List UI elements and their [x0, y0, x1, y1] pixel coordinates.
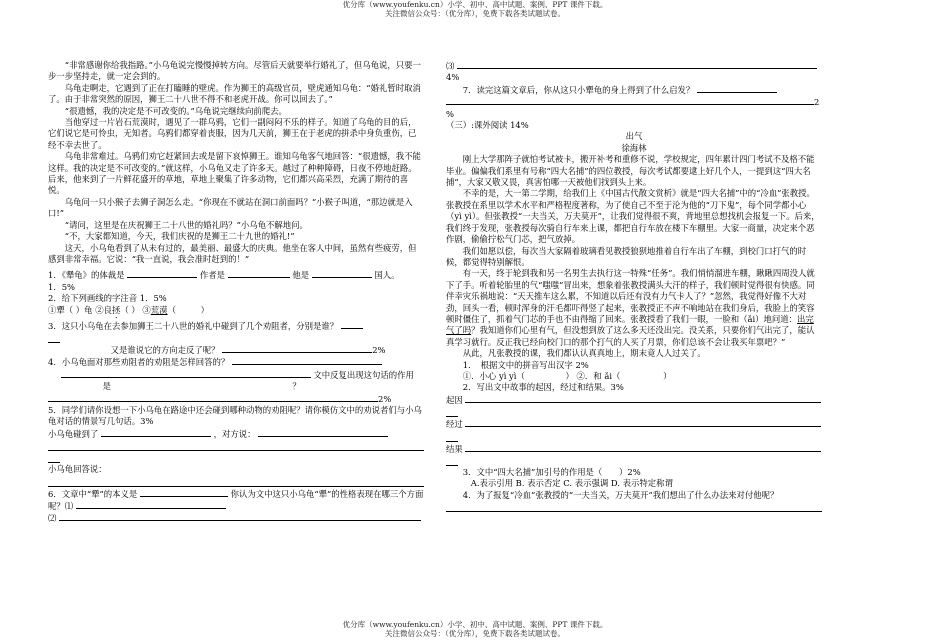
question-4c [48, 381, 424, 392]
question-1-text-b: 作者是 [199, 270, 225, 281]
pinyin-blank-2-close: ） [663, 370, 672, 381]
answer-blank-q6-1[interactable] [76, 500, 226, 509]
question-r2-cause [446, 394, 822, 406]
article-paragraph-text-b: ？我知道你们心里有气，但没想到放了这么多天还没出完。没关系，只要你们气出完了，能认真学习就行。反正我已经向校门口的那个打气的人买了月票，你们总该不会让我买年票吧？” [446, 325, 815, 347]
question-6c-text: ⑵ [48, 513, 57, 524]
answer-blank-q4c[interactable] [48, 393, 378, 402]
answer-blank-q6[interactable] [140, 488, 228, 497]
answer-blank-q7[interactable] [697, 84, 777, 93]
question-5: 5．同学们请你设想一下小乌龟在路途中还会碰到哪种动物的劝阻呢？请你模仿文中的劝说者们与小乌龟对话的情景写几句话。3% [48, 404, 422, 427]
page-header [0, 0, 950, 18]
header-line-2: 关注微信公众号：（优分库），免费下载各类试题试卷。 [385, 9, 565, 18]
answer-blank-author[interactable] [228, 269, 290, 278]
question-7b [446, 96, 822, 108]
article-author: 徐海林 [621, 142, 647, 153]
pinyin-item-2: ）龟 ②良 [75, 304, 112, 315]
question-4d [48, 393, 424, 405]
pinyin-item-3-word: 荒漠 [150, 304, 168, 315]
passage-paragraph: “非常感谢你给我指路。”小乌龟说完慢慢掉转方向。尽管后天就要举行婚礼了，但乌龟说，只要一步一步坚持走，就一定会到的。 [48, 60, 421, 82]
question-1-text-d: 国人。 [374, 270, 400, 281]
page-footer [0, 620, 950, 638]
answer-blank-q6-3[interactable] [457, 60, 817, 69]
question-r3: 3．文中“四大名捕”加引号的作用是（ ）2% [462, 467, 641, 477]
pinyin-item-3: ） ③ [131, 304, 151, 315]
question-4-score: 2% [378, 393, 392, 404]
answer-blank-animal[interactable] [101, 428, 211, 437]
question-4b [48, 369, 424, 381]
article-paragraph: 我们如愿以偿，每次当大家隔着玻璃看见教授狼狈地推着自行车出了车棚，到校门口打气的时候，都觉得特别解恨。 [446, 245, 807, 267]
question-7-text: 7．读完这篇文章后，你从这只小犟龟的身上得到了什么启发？ [462, 84, 695, 95]
question-6 [48, 488, 424, 513]
question-5c-text: 小乌龟回答说： [48, 464, 107, 475]
answer-blank-genre[interactable] [127, 269, 197, 278]
footer-line-1: 优分库（www.youfenku.cn）小学、初中、高中试题、案例、PPT 课件下载。 [342, 620, 608, 629]
question-1 [48, 269, 424, 281]
passage-paragraph: “请问，这里是在庆祝狮王二十八世的婚礼吗？”小乌龟不解地问。 [64, 219, 308, 230]
question-6b-text: 你认为文中这只小乌龟“犟”的性格表现在哪三个方面呢？⑴ [48, 488, 424, 511]
answer-line[interactable] [446, 406, 458, 417]
left-column [48, 60, 424, 525]
answer-line[interactable] [48, 440, 424, 451]
question-7-pct: % [446, 108, 454, 119]
question-4c-text: 是 [102, 381, 112, 392]
question-4-text: 4．小乌龟面对那些劝阻者的劝阻是怎样回答的？ [48, 357, 230, 368]
passage-paragraph: “不，大家都知道，今天，我们庆祝的是狮王二十九世的婚礼!” [64, 231, 295, 242]
answer-blank-q4[interactable] [232, 356, 382, 365]
article-paragraph: 从此，凡张教授的课，我们都认认真真地上，期末竟人人过关了。 [462, 348, 706, 359]
passage-paragraph: 这天，小乌龟看到了从未有过的，最美丽、最盛大的庆典。他坐在客人中间，虽然有些疲劳，但感到非常幸福。它说：“我一直说，我会准时赶到的！” [48, 242, 417, 264]
question-6c [48, 512, 424, 524]
answer-line[interactable] [48, 332, 60, 343]
question-r3-options: A.表示引用 B. 表示否定 C. 表示强调 D. 表示特定称谓 [470, 478, 673, 489]
question-r2-result [446, 443, 822, 455]
header-line-1: 优分库（www.youfenku.cn）小学、初中、高中试题、案例、PPT 课件下载。 [342, 0, 608, 9]
pinyin-blank-2: ②．和 ǎi（ [576, 370, 621, 381]
section-title: （三）:课外阅读 14% [446, 120, 529, 131]
article-paragraph: 刚上大学那阵子就怕考试被卡，搬开补考和重修不说，学校规定，四年累计四门考试不及格不能毕业。偏偏我们系里有号称“四大名捕”的四位教授，每次考试都要逮上好几个人，一提到这“四大名捕”，大家又敬又畏，真害怕哪一天被他们找到头上来。 [446, 154, 815, 188]
footer-line-2: 关注微信公众号：（优分库），免费下载各类试题试卷。 [385, 629, 565, 638]
question-6-3 [446, 60, 822, 72]
question-r1: 1． 根据文中的拼音写出汉字 2% [462, 359, 589, 370]
passage-paragraph: 乌龟走啊走，它遇到了正在打瞌睡的壁虎。作为狮王的高级官员，壁虎通知乌龟：“婚礼暂时取消了。由于非常突然的原因，狮王二十八世不得不和老虎开战。你可以回去了。” [48, 82, 421, 105]
cause-label: 起因 [446, 394, 463, 405]
pinyin-item-2-open: （ [120, 304, 129, 315]
question-6-score: 4% [446, 72, 460, 83]
answer-blank-result[interactable] [465, 443, 821, 452]
answer-line[interactable] [446, 501, 822, 512]
right-column [446, 60, 822, 513]
process-label: 经过 [446, 419, 463, 430]
question-3b [48, 344, 424, 356]
passage-paragraph: 乌龟问一只小猴子去狮子洞怎么走。“你现在不就站在洞口前面吗？”小猴子叫道，“那边就是入口!” [48, 196, 413, 219]
question-7-score: 2 [814, 97, 820, 108]
question-5c [48, 464, 424, 475]
question-4b-text: 文中反复出现这句话的作用 [313, 369, 414, 380]
question-r1-items [446, 371, 822, 382]
article-title: 出气 [625, 131, 643, 142]
answer-line[interactable] [48, 476, 424, 487]
passage-paragraph: 乌龟非常难过。乌鸦们劝它赶紧回去或是留下哀悼狮王。谁知乌龟客气地回答：“很遗憾，我不能这样。我的决定是不可改变的。”就这样，小乌龟又走了许多天。越过了种种障碍，日夜不停地赶路。后来，他来到了一片鲜花盛开的草地，草地上聚集了许多动物，它们都兴高采烈，充满了期待的喜悦。 [48, 151, 421, 196]
answer-blank-q3b[interactable] [222, 344, 372, 353]
article-paragraph [446, 268, 822, 348]
answer-blank-q6-2[interactable] [59, 512, 421, 521]
question-3-score: 2% [372, 344, 386, 355]
answer-line[interactable] [446, 455, 458, 466]
underlined-quote: 出完气了吗 [446, 313, 814, 336]
passage-paragraph: “很遗憾，我的决定是不可改变的。”乌龟说完继续向前爬去。 [64, 105, 287, 116]
question-1-text: 1．《犟龟》的体裁是 [48, 270, 125, 281]
question-r2-process [446, 418, 822, 430]
answer-blank-cause[interactable] [465, 394, 821, 403]
question-6-3-label: ⑶ [446, 61, 455, 71]
answer-line[interactable] [48, 452, 60, 463]
article-paragraph-text: 有一天，终于轮到我和另一名男生去执行这一特殊“任务”。我们悄悄溜进车棚，瞅瞅四周没人就下了手。听着轮胎里的气“嗤嗤”冒出来，想象着张教授满头大汗的样子，我们顿时觉得很有快感。同伴幸灾乐祸地说：“天天推车这么累，不知道以后还有没有力气卡人了？”忽然，我觉得好像不大对劲，回头一看，顿时浑身的汗毛都吓得竖了起来，张教授正不声不响地站在我们身后，我脸上的笑容顿时僵住了，抓着气门芯的手也不由得缩了回来。张教授看了我们一眼，一脸和（ǎi）地问道： [446, 268, 815, 324]
question-5b-text: ，对方说： [213, 428, 256, 439]
question-5a-text: 小乌龟碰到了 [48, 428, 99, 439]
answer-blank-q4b[interactable] [61, 369, 311, 378]
passage-paragraph: 当他穿过一片岩石荒漠时，遇见了一群乌鸦，它们一副闷闷不乐的样子。知道了乌龟的目的后，它们说它是可怜虫，无知者。乌鸦们都穿着丧服，因为几天前，狮王在于老虎的拼杀中身负重伤，已经不幸去世了。 [48, 117, 417, 150]
pinyin-item-1: ①犟（ [48, 304, 74, 315]
answer-line[interactable] [446, 431, 458, 442]
question-7 [446, 84, 822, 96]
question-r2: 2．写出文中故事的起因，经过和结果。3% [462, 382, 624, 393]
question-4c-mark: ？ [292, 381, 301, 392]
article-paragraph: 不幸的是，大一第二学期，给我们上《中国古代散文赏析》就是“四大名捕”中的“冷血”张教授。张教授在系里以学术水平和严格程度著称，为了使自己不至于沦为他的“刀下鬼”，每个同学都小心（yì yì）。但张教授“一夫当关，万夫莫开”，让我们觉得很不爽，背地里总想找机会报复一下。后来，我们终于发现，张教授每次骑自行车来上课，都把自行车放在楼下车棚里。大家一商量，决定来个恶作剧，偷偷拧松气门芯，把气放掉。 [446, 188, 820, 245]
question-4 [48, 356, 424, 368]
pinyin-blank-1-close: ） [565, 370, 574, 381]
pinyin-item-3-open: （ [167, 304, 176, 315]
answer-blank-q7b[interactable] [446, 96, 814, 105]
question-2: 2．给下列画线的字注音 1．5% [48, 293, 167, 304]
question-3 [48, 320, 424, 332]
answer-blank-nationality[interactable] [312, 269, 372, 278]
question-1-text-c: 他是 [292, 270, 310, 281]
question-1-score: 1．5% [48, 281, 75, 292]
answer-blank-q3a[interactable] [341, 320, 363, 329]
answer-blank-said[interactable] [258, 428, 388, 437]
question-5a [48, 428, 424, 440]
pinyin-item-3-close: ） [200, 304, 209, 315]
question-2-items [48, 305, 424, 320]
question-6-text: 6．文章中“犟”的本义是 [48, 488, 138, 499]
question-3-text: 3．这只小乌龟在去参加狮王二十八世的婚礼中碰到了几个劝阻者，分别是谁？ [48, 320, 339, 331]
question-r4: 4．为了报复“冷血”张教授的“一夫当关，万夫莫开”我们想出了什么办法来对付他呢？ [462, 489, 779, 500]
result-label: 结果 [446, 443, 463, 454]
answer-blank-process[interactable] [465, 418, 821, 427]
pinyin-blank-1: ①．小心 yì yì（ [462, 370, 525, 381]
question-3b-text: 又是谁说它的方向走反了呢？ [110, 344, 220, 355]
pinyin-item-2-char: 拯 [111, 304, 121, 315]
